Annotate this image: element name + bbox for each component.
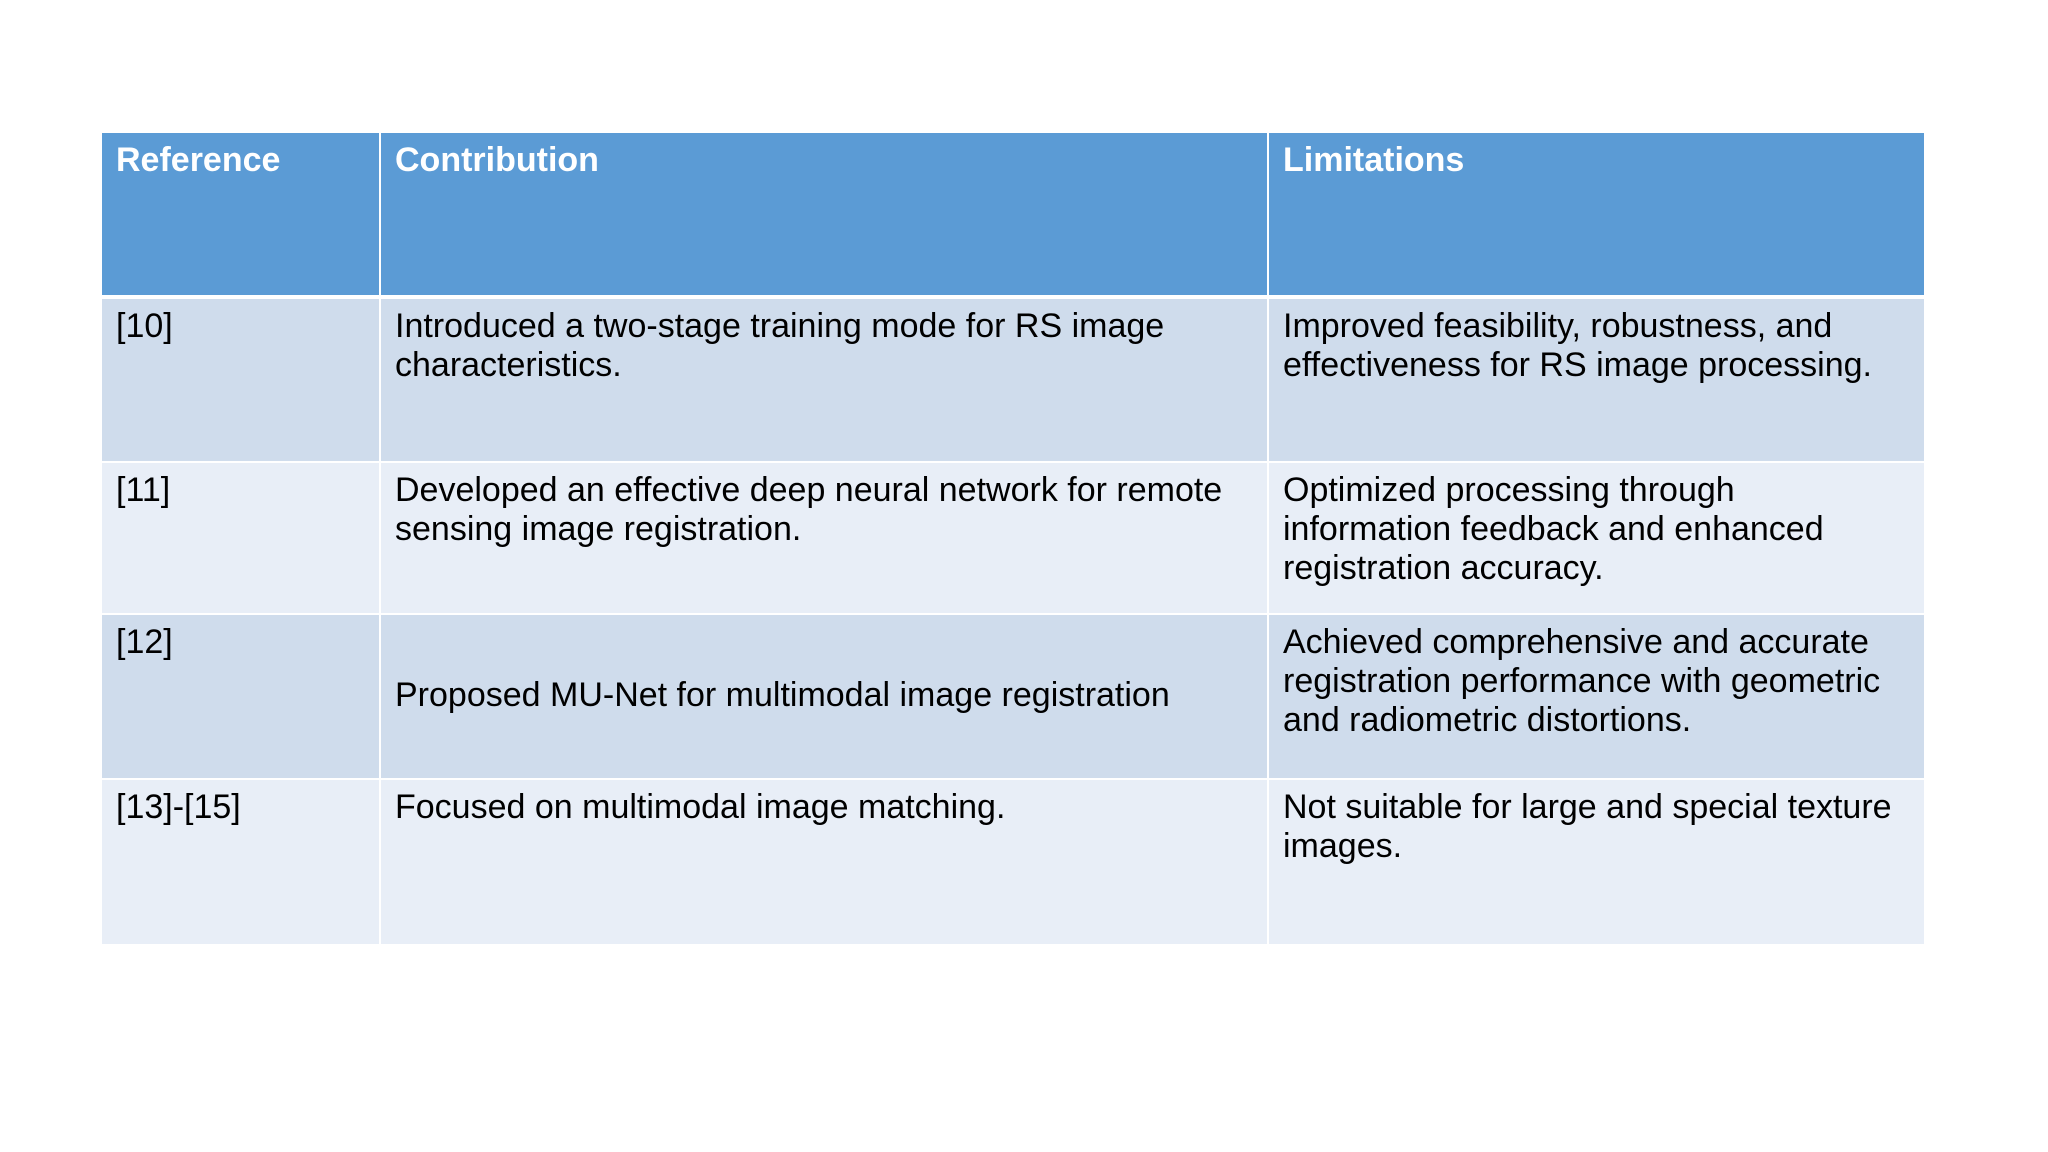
cell-reference: [10] [101, 297, 380, 462]
cell-limitations: Achieved comprehensive and accurate registration performance with geometric and radiometric distortions. [1268, 614, 1925, 779]
cell-contribution: Developed an effective deep neural network for remote sensing image registration. [380, 462, 1268, 614]
header-contribution: Contribution [380, 133, 1268, 297]
cell-contribution: Focused on multimodal image matching. [380, 779, 1268, 944]
cell-reference: [11] [101, 462, 380, 614]
cell-limitations: Not suitable for large and special texture images. [1268, 779, 1925, 944]
table-row [101, 779, 1925, 944]
cell-contribution: Proposed MU-Net for multimodal image registration [380, 614, 1268, 779]
cell-limitations: Optimized processing through information feedback and enhanced registration accuracy. [1268, 462, 1925, 614]
comparison-table [100, 133, 1926, 944]
cell-limitations: Improved feasibility, robustness, and effectiveness for RS image processing. [1268, 297, 1925, 462]
cell-reference: [12] [101, 614, 380, 779]
cell-contribution: Introduced a two-stage training mode for RS image characteristics. [380, 297, 1268, 462]
table-row [101, 462, 1925, 614]
table-row [101, 614, 1925, 779]
header-limitations: Limitations [1268, 133, 1925, 297]
header-reference: Reference [101, 133, 380, 297]
cell-reference: [13]-[15] [101, 779, 380, 944]
table-row [101, 297, 1925, 462]
table-header-row [101, 133, 1925, 297]
